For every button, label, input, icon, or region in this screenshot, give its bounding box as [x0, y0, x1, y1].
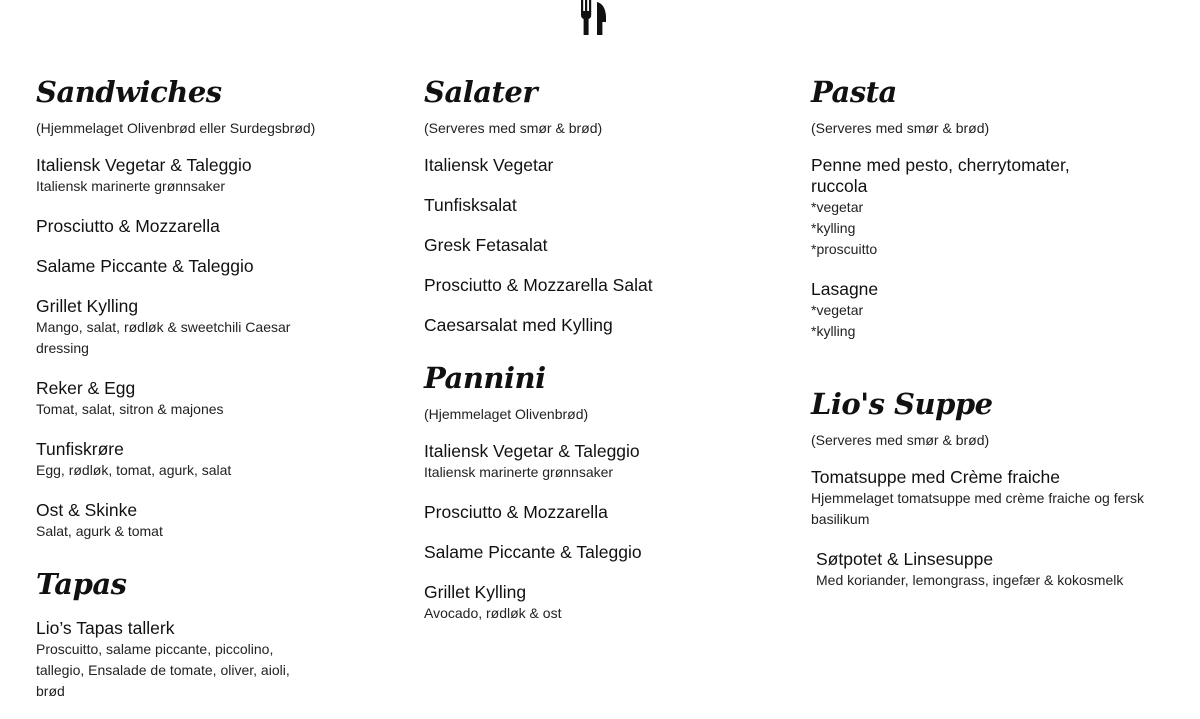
menu-item-option: *vegetar	[811, 199, 864, 215]
menu-item	[36, 216, 396, 237]
menu-item-name: Reker & Egg	[36, 378, 136, 398]
menu-item	[36, 296, 396, 359]
menu-item-name: Lio’s Tapas tallerk	[36, 618, 175, 638]
menu-item	[811, 155, 1171, 260]
menu-item	[424, 235, 784, 256]
menu-item-name: Salame Piccante & Taleggio	[36, 256, 254, 276]
menu-item	[36, 256, 396, 277]
menu-item	[424, 315, 784, 336]
menu-item	[424, 441, 784, 483]
section-title: Salater	[424, 75, 538, 109]
menu-item	[424, 155, 784, 176]
menu-column-2	[424, 70, 784, 624]
menu-item-name: Ost & Skinke	[36, 500, 138, 520]
section-title: Lio's Suppe	[811, 387, 993, 421]
menu-item-description: Proscuitto, salame piccante, piccolino, tallegio, Ensalade de tomate, oliver, aioli, brød	[36, 641, 290, 699]
menu-item-description: Tomat, salat, sitron & majones	[36, 401, 224, 417]
section-salater	[424, 70, 784, 336]
cutlery-icon	[579, 0, 609, 36]
section-note: (Serveres med smør & brød)	[811, 432, 990, 448]
menu-item	[36, 378, 396, 420]
menu-item-description: Italiensk marinerte grønnsaker	[424, 464, 614, 480]
section-title: Pasta	[811, 75, 897, 109]
section-note: (Serveres med smør & brød)	[424, 120, 603, 136]
section-pasta	[811, 70, 1171, 342]
menu-item-description: Hjemmelaget tomatsuppe med crème fraiche og fersk basilikum	[811, 490, 1145, 527]
menu-item-option: *kylling	[811, 323, 856, 339]
menu-item	[36, 618, 396, 702]
section-note: (Serveres med smør & brød)	[811, 120, 990, 136]
menu-item-description: Salat, agurk & tomat	[36, 523, 163, 539]
menu-item-option: *proscuitto	[811, 241, 878, 257]
menu-item	[36, 500, 396, 542]
menu-item-option: *kylling	[811, 220, 856, 236]
menu-item	[424, 582, 784, 624]
menu-item-description: Avocado, rødløk & ost	[424, 605, 562, 621]
menu-item	[36, 439, 396, 481]
menu-item-name: Tomatsuppe med Crème fraiche	[811, 467, 1060, 487]
menu-item-name: Gresk Fetasalat	[424, 235, 548, 255]
menu-item-description: Italiensk marinerte grønnsaker	[36, 178, 226, 194]
menu-item	[424, 275, 784, 296]
section-title: Sandwiches	[36, 75, 222, 109]
menu-item-name: Tunfisksalat	[424, 195, 517, 215]
section-suppe	[811, 382, 1171, 591]
section-note: (Hjemmelaget Olivenbrød eller Surdegsbrød)	[36, 120, 316, 136]
menu-item-name: Caesarsalat med Kylling	[424, 315, 613, 335]
menu-item-name: Prosciutto & Mozzarella	[36, 216, 220, 236]
menu-item-description: Mango, salat, rødløk & sweetchili Caesar dressing	[36, 319, 291, 356]
menu-item	[811, 467, 1171, 530]
menu-item	[811, 279, 1171, 342]
menu-column-3	[811, 70, 1171, 591]
section-pannini	[424, 356, 784, 624]
section-title: Pannini	[424, 361, 546, 395]
menu-item	[424, 542, 784, 563]
menu-item-name: Prosciutto & Mozzarella Salat	[424, 275, 653, 295]
menu-item-name: Penne med pesto, cherrytomater, ruccola	[811, 155, 1070, 196]
menu-item	[816, 549, 1171, 591]
menu-item-description: Egg, rødløk, tomat, agurk, salat	[36, 462, 232, 478]
section-tapas	[36, 562, 396, 702]
menu-item-name: Italiensk Vegetar & Taleggio	[424, 441, 640, 461]
menu-item	[424, 195, 784, 216]
section-sandwiches	[36, 70, 396, 542]
menu-item-description: Med koriander, lemongrass, ingefær & kokosmelk	[816, 572, 1124, 588]
menu-item-name: Tunfiskrøre	[36, 439, 124, 459]
menu-item	[424, 502, 784, 523]
menu-item-name: Grillet Kylling	[36, 296, 139, 316]
menu-item-option: *vegetar	[811, 302, 864, 318]
menu-item	[36, 155, 396, 197]
menu-item-name: Italiensk Vegetar & Taleggio	[36, 155, 252, 175]
menu-item-name: Prosciutto & Mozzarella	[424, 502, 608, 522]
section-note: (Hjemmelaget Olivenbrød)	[424, 406, 589, 422]
menu-column-1	[36, 70, 396, 702]
menu-item-name: Lasagne	[811, 279, 879, 299]
menu-item-name: Grillet Kylling	[424, 582, 527, 602]
menu-item-name: Salame Piccante & Taleggio	[424, 542, 642, 562]
section-title: Tapas	[36, 567, 127, 601]
menu-item-name: Søtpotet & Linsesuppe	[816, 549, 994, 569]
menu-item-name: Italiensk Vegetar	[424, 155, 554, 175]
